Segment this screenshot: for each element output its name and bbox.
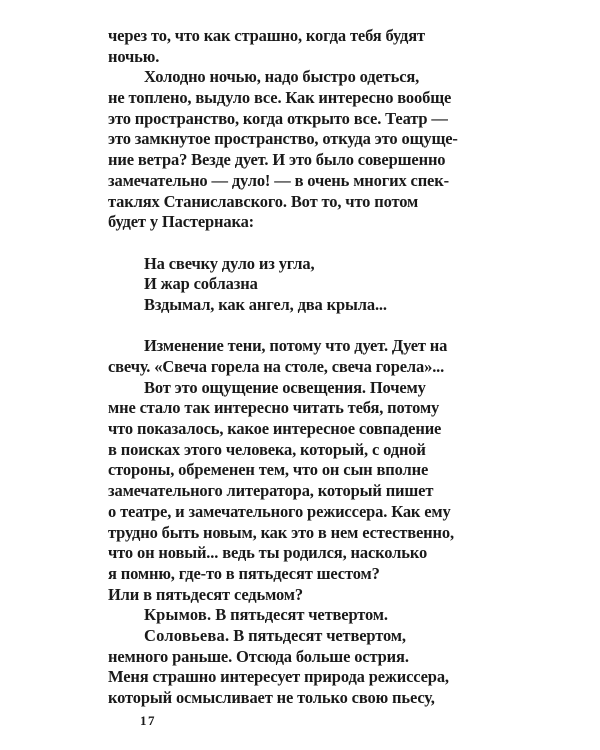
body-text <box>108 26 493 709</box>
dialogue-line <box>108 626 493 647</box>
text-line: ночью. <box>108 46 160 66</box>
text-line: стороны, обременен тем, что он сын вполне <box>108 460 429 480</box>
page-number: 17 <box>140 713 156 728</box>
text-line: замечательно — дуло! — в очень многих спек- <box>108 170 449 190</box>
text-line: трудно быть новым, как это в нем естественно, <box>108 522 454 542</box>
speaker-name: Крымов. <box>144 605 212 625</box>
text-line: я помню, где-то в пятьдесят шестом? <box>108 563 380 583</box>
text-line: свечу. «Свеча горела на столе, свеча горела»... <box>108 357 445 376</box>
text-line: что он новый... ведь ты родился, насколько <box>108 543 428 563</box>
verse-line: Вздымал, как ангел, два крыла... <box>144 294 387 314</box>
text-line: мне стало так интересно читать тебя, потому <box>108 398 440 418</box>
verse-line: И жар соблазна <box>144 274 258 294</box>
blank-line <box>108 233 493 254</box>
speaker-name: Соловьева. <box>144 625 230 645</box>
text-line: Или в пятьдесят седьмом? <box>108 584 303 604</box>
text-line: таклях Станиславского. Вот то, что потом <box>108 191 419 211</box>
text-line: что показалось, какое интересное совпадение <box>108 419 442 439</box>
text-line: о театре, и замечательного режиссера. Как ему <box>108 501 451 521</box>
text-line: ние ветра? Везде дует. И это было совершенно <box>108 150 446 170</box>
text-line: это замкнутое пространство, откуда это ощуще- <box>108 129 458 149</box>
text-line: Меня страшно интересует природа режиссера, <box>108 667 449 687</box>
dialogue-text: В пятьдесят четвертом, <box>229 625 406 645</box>
blank-line <box>108 316 493 337</box>
text-line: это пространство, когда открыто все. Театр — <box>108 108 448 128</box>
paragraph-first-line: Вот это ощущение освещения. Почему <box>144 377 426 397</box>
dialogue-line <box>108 605 493 626</box>
paragraph-first-line: Изменение тени, потому что дует. Дует на <box>144 336 448 356</box>
text-line: который осмысливает не только свою пьесу, <box>108 688 435 707</box>
text-line: не топлено, выдуло все. Как интересно вообще <box>108 88 452 108</box>
dialogue-text: В пятьдесят четвертом. <box>211 605 388 625</box>
verse-line: На свечку дуло из угла, <box>144 253 315 273</box>
text-line: немного раньше. Отсюда больше острия. <box>108 646 409 666</box>
text-line: в поисках этого человека, который, с одной <box>108 439 426 459</box>
text-line: замечательного литератора, который пишет <box>108 481 434 501</box>
text-line: будет у Пастернака: <box>108 212 255 232</box>
paragraph-first-line: Холодно ночью, надо быстро одеться, <box>144 67 420 87</box>
text-line: через то, что как страшно, когда тебя будят <box>108 26 425 45</box>
